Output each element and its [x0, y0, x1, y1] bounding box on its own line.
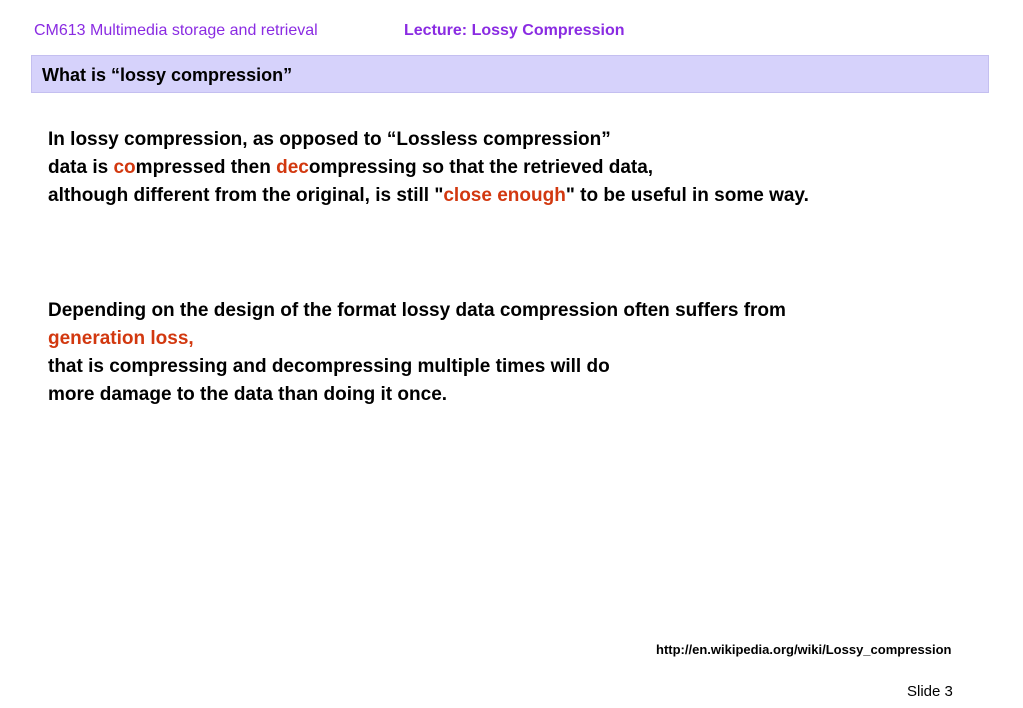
- paragraph-generation-loss: [48, 297, 786, 409]
- paragraph1-line1: In lossy compression, as opposed to “Lossless compression”: [48, 129, 611, 150]
- lecture-title: Lecture: Lossy Compression: [404, 22, 625, 39]
- highlight-close-enough: close enough: [443, 185, 566, 206]
- course-title: CM613 Multimedia storage and retrieval: [34, 22, 318, 39]
- slide-title-bar: [31, 55, 989, 93]
- paragraph2-line1: Depending on the design of the format lossy data compression often suffers from: [48, 300, 786, 321]
- text-segment: " to be useful in some way.: [565, 185, 809, 206]
- text-segment: mpressed then: [135, 157, 277, 178]
- slide-number: Slide 3: [907, 683, 953, 700]
- paragraph1-line3: [48, 182, 809, 210]
- highlight-dec: dec: [276, 157, 309, 178]
- paragraph2-line3: that is compressing and decompressing multiple times will do: [48, 356, 610, 377]
- text-segment: ompressing so that the retrieved data,: [308, 157, 654, 178]
- paragraph1-line2: [48, 154, 809, 182]
- text-segment: data is: [48, 157, 114, 178]
- slide-title: What is “lossy compression”: [42, 65, 293, 85]
- source-link[interactable]: http://en.wikipedia.org/wiki/Lossy_compression: [656, 642, 952, 657]
- text-segment: although different from the original, is still ": [48, 185, 444, 206]
- highlight-generation-loss: generation loss,: [48, 328, 194, 349]
- paragraph-lossy-definition: [48, 126, 809, 210]
- paragraph2-line4: more damage to the data than doing it once.: [48, 384, 448, 405]
- highlight-co: co: [113, 157, 136, 178]
